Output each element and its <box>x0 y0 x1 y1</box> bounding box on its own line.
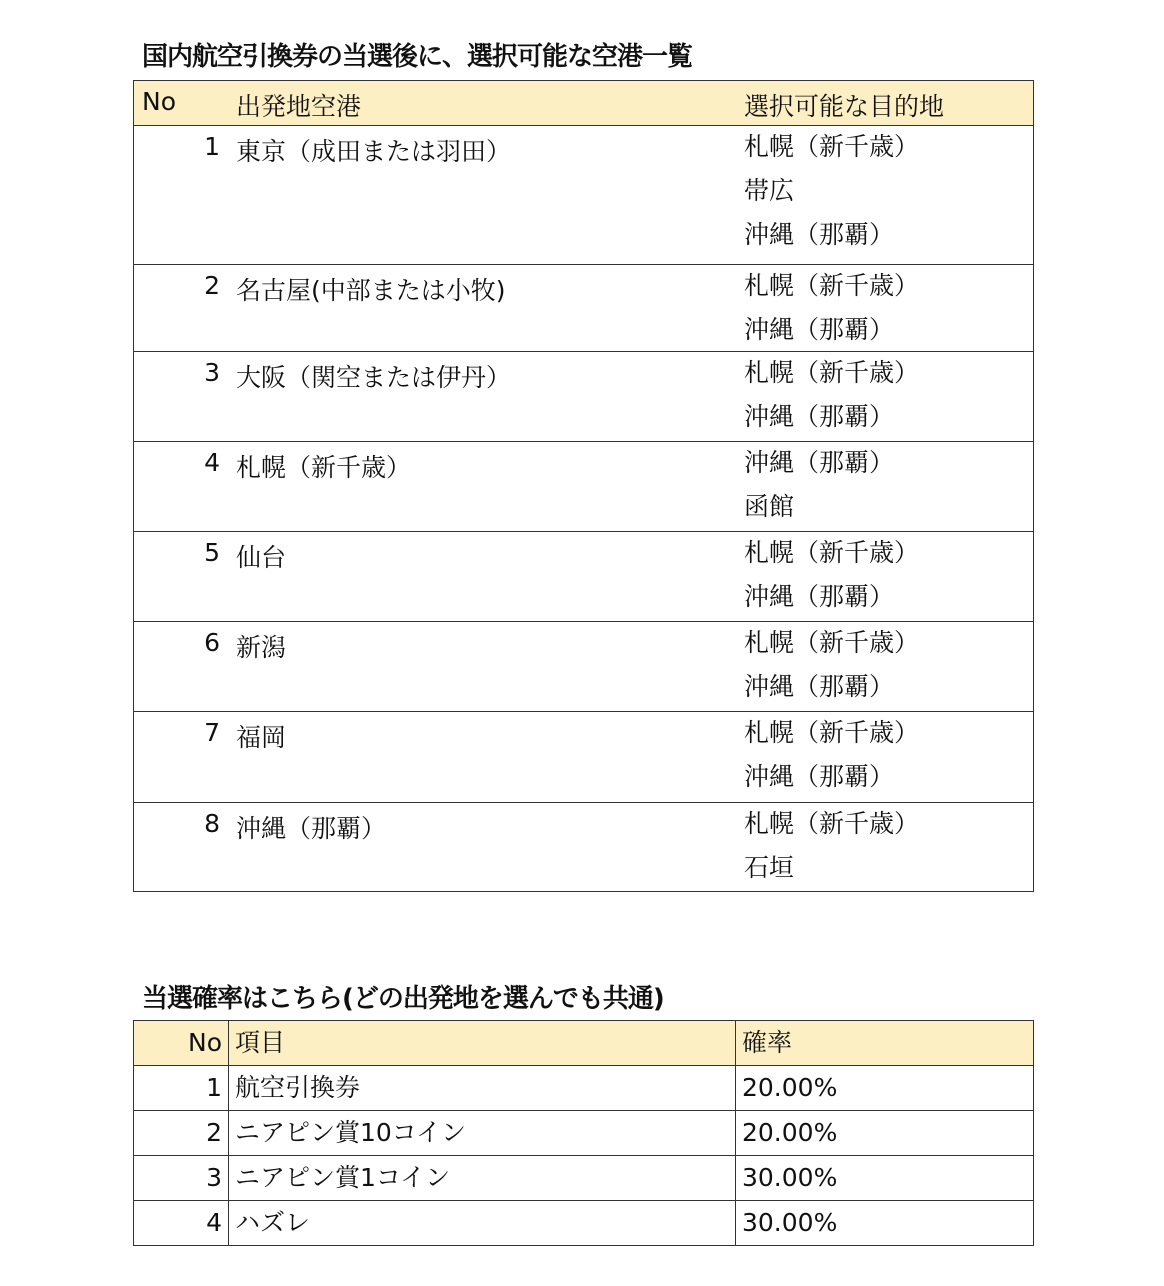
row-origin: 新潟 <box>236 633 287 662</box>
row-no: 6 <box>204 628 220 657</box>
odds-header-row <box>134 1021 1033 1066</box>
row-destination: 札幌（新千歳） <box>744 538 920 567</box>
row-destination: 札幌（新千歳） <box>744 809 920 838</box>
row-no: 3 <box>134 1156 229 1200</box>
row-origin: 福岡 <box>236 723 287 752</box>
row-item: ハズレ <box>229 1201 736 1245</box>
row-no: 2 <box>204 271 220 300</box>
row-origin: 大阪（関空または伊丹） <box>236 363 512 392</box>
row-no: 1 <box>134 1066 229 1110</box>
row-destination: 札幌（新千歳） <box>744 628 920 657</box>
table-row <box>134 1201 1033 1245</box>
table-row <box>134 442 1033 532</box>
row-destination: 沖縄（那覇） <box>744 315 895 344</box>
header-no: No <box>134 1021 229 1065</box>
row-destination: 札幌（新千歳） <box>744 132 920 161</box>
table-row <box>134 352 1033 442</box>
header-origin: 出発地空港 <box>236 92 362 121</box>
row-destination: 沖縄（那覇） <box>744 402 895 431</box>
table-row <box>134 265 1033 352</box>
row-no: 1 <box>204 132 220 161</box>
airports-title: 国内航空引換券の当選後に、選択可能な空港一覧 <box>142 42 693 72</box>
row-origin: 名古屋(中部または小牧) <box>236 276 506 305</box>
row-no: 7 <box>204 718 220 747</box>
row-item: ニアピン賞1コイン <box>229 1156 736 1200</box>
header-no: No <box>142 87 176 116</box>
row-prob: 30.00% <box>742 1163 838 1192</box>
odds-table <box>133 1020 1034 1246</box>
row-destination: 沖縄（那覇） <box>744 762 895 791</box>
table-row <box>134 712 1033 803</box>
row-no: 4 <box>204 448 220 477</box>
row-origin: 沖縄（那覇） <box>236 814 387 843</box>
row-no: 5 <box>204 538 220 567</box>
row-destination: 札幌（新千歳） <box>744 718 920 747</box>
row-destination: 石垣 <box>744 853 795 882</box>
table-row <box>134 1156 1033 1201</box>
table-row <box>134 1066 1033 1111</box>
row-no: 8 <box>204 809 220 838</box>
row-no: 3 <box>204 358 220 387</box>
table-row <box>134 126 1033 265</box>
airports-table <box>133 80 1034 892</box>
row-prob: 20.00% <box>742 1073 838 1102</box>
row-item: 航空引換券 <box>229 1066 736 1110</box>
row-prob: 20.00% <box>742 1118 838 1147</box>
row-destination: 函館 <box>744 492 795 521</box>
row-prob: 30.00% <box>742 1208 838 1237</box>
row-no: 4 <box>134 1201 229 1245</box>
row-item: ニアピン賞10コイン <box>229 1111 736 1155</box>
row-destination: 沖縄（那覇） <box>744 220 895 249</box>
row-origin: 札幌（新千歳） <box>236 453 412 482</box>
row-no: 2 <box>134 1111 229 1155</box>
row-destination: 札幌（新千歳） <box>744 358 920 387</box>
header-dest: 選択可能な目的地 <box>744 92 945 121</box>
header-item: 項目 <box>229 1021 736 1065</box>
row-origin: 仙台 <box>236 543 287 572</box>
row-destination: 沖縄（那覇） <box>744 582 895 611</box>
row-destination: 沖縄（那覇） <box>744 672 895 701</box>
table-row <box>134 532 1033 622</box>
table-row <box>134 622 1033 712</box>
row-destination: 札幌（新千歳） <box>744 271 920 300</box>
table-row <box>134 1111 1033 1156</box>
odds-title: 当選確率はこちら(どの出発地を選んでも共通) <box>142 984 664 1014</box>
row-destination: 沖縄（那覇） <box>744 448 895 477</box>
airports-header-row <box>134 81 1033 126</box>
header-prob: 確率 <box>742 1028 793 1057</box>
row-origin: 東京（成田または羽田） <box>236 137 512 166</box>
row-destination: 帯広 <box>744 176 795 205</box>
table-row <box>134 803 1033 891</box>
